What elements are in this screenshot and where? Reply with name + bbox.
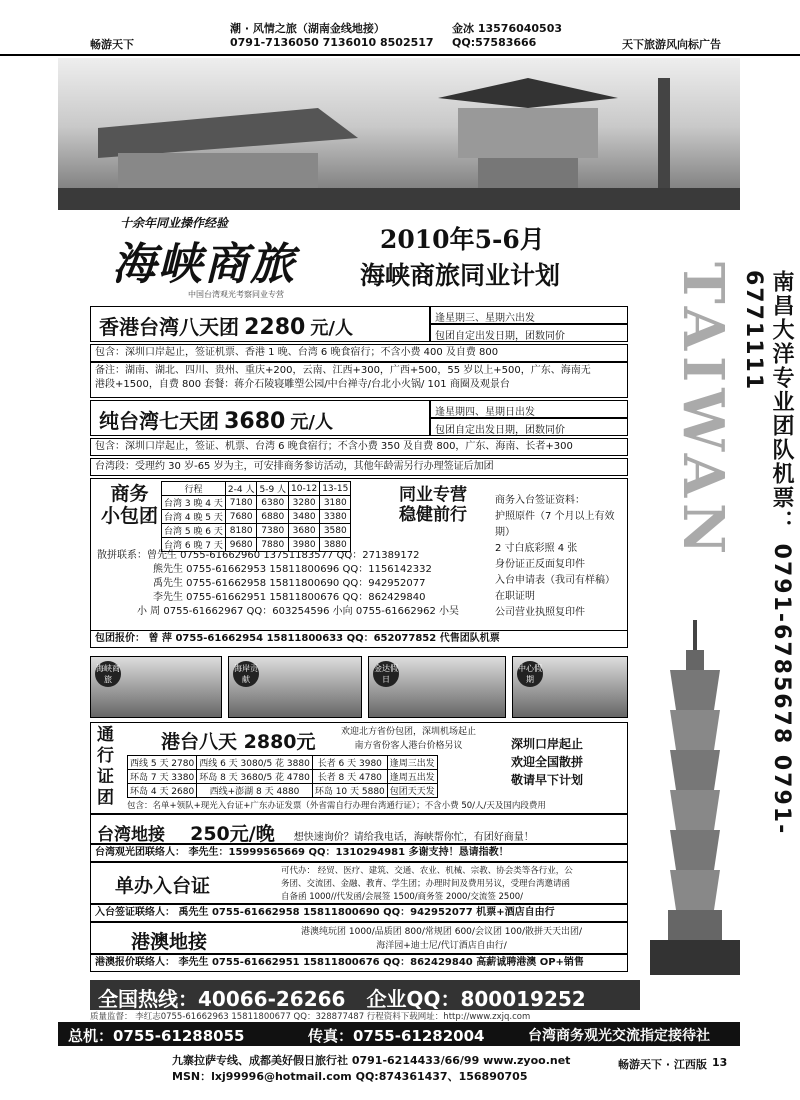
biz-docs-title: 商务入台签证资料：	[495, 495, 585, 506]
biz-label2: 小包团	[101, 505, 159, 527]
hotline-bar	[90, 980, 640, 1010]
cell: 环岛 10 天 5880	[312, 784, 387, 798]
contact-line: 曾先生 0755-61662960 13751183577 QQ：271389172	[147, 550, 420, 561]
side-ad-text: 南昌大洋专业团队机票： 0791-6785678 0791-6771111	[741, 270, 794, 836]
cell: 环岛 8 天 3680/5 花 4780	[197, 770, 313, 784]
hk8-notes	[90, 362, 628, 398]
contacts-label: 散拼联系：	[97, 550, 147, 561]
photo-tag: 中心假期	[517, 661, 543, 687]
cell: 西线 6 天 3080/5 花 3880	[197, 756, 313, 770]
photo-4	[512, 656, 628, 718]
cell: 逢周五出发	[387, 770, 437, 784]
gadj-text	[301, 925, 582, 953]
tw7-title: 纯台湾七天团	[99, 409, 219, 433]
cell: 西线+澎湖 8 天 4880	[197, 784, 313, 798]
hk8-include: 包含：深圳口岸起止，签证机票、香港 1 晚、台湾 6 晚食宿行；不含小费 400 及自费 800	[90, 344, 628, 362]
hk8-title-box	[90, 306, 430, 342]
taiwan-word: TAIWAN	[670, 262, 736, 561]
cell: 逢周三出发	[387, 756, 437, 770]
photo-3	[368, 656, 506, 718]
gadj-title: 港澳地接	[131, 931, 208, 953]
th: 5-9 人	[257, 482, 289, 496]
hk8-title: 香港台湾八天团	[99, 315, 239, 339]
biz-doc-item: 护照原件（7 个月以上有效期）	[495, 511, 615, 538]
header-center1: 潮 · 风情之旅（湖南金线地接）	[230, 22, 385, 35]
table-row	[128, 784, 438, 798]
cell: 3180	[320, 496, 351, 510]
logo-tagline: 十余年同业操作经验	[120, 216, 229, 230]
th: 10-12	[289, 482, 320, 496]
gt-label-char: 行	[97, 746, 114, 766]
biz-label	[101, 483, 158, 527]
top-photo	[58, 58, 740, 210]
qq-number: 800019252	[460, 987, 586, 1011]
th: 13-15	[320, 482, 351, 496]
plan-title: 海峡商旅同业计划	[360, 261, 561, 290]
gt-label-char: 团	[97, 788, 114, 808]
visa-contact: 入台签证联络人： 禹先生 0755-61662958 15811800690 QQ：942952077 机票+酒店自由行	[90, 904, 628, 922]
page-footer	[0, 1048, 800, 1088]
cell: 3980	[289, 538, 320, 552]
hotline-number: 40066-26266	[198, 987, 346, 1011]
package-quote: 包团报价： 曾 萍 0755-61662954 15811800633 QQ：652077852 代售团队机票	[90, 630, 628, 648]
gadj-text1: 港澳纯玩团 1000/品质团 800/常规团 600/会议团 100/散拼天天出团/	[301, 927, 583, 937]
contact-line: 禹先生 0755-61662958 15811800690 QQ：942952077	[153, 578, 426, 589]
business-section	[90, 478, 628, 648]
cell: 长者 8 天 4780	[312, 770, 387, 784]
tdj-price: 250元/晚	[190, 823, 275, 845]
plan-date: 2010年5-6月	[380, 225, 545, 254]
gt-side2: 欢迎全国散拼	[511, 755, 584, 769]
cell: 3380	[320, 510, 351, 524]
gt-include: 包含：名单+领队+现光入台证+广东办证发票（外省需自行办理台湾通行证）；不含小费 50/人/天及国内段费用	[127, 801, 546, 811]
gadj-contact: 港澳报价联络人： 李先生 0755-61662951 15811800676 QQ：862429840 高薪诚聘港澳 OP+销售	[90, 954, 628, 972]
tdj-contact: 台湾观光团联络人： 李先生：15999565669 QQ：1310294981 多谢支持！恳请指教！	[90, 844, 628, 862]
gt-section	[90, 722, 628, 814]
footer-line2: MSN：lxj99996@hotmail.com QQ:874361437、156890705	[172, 1070, 528, 1083]
footer-brand: 畅游天下 · 江西版	[618, 1058, 707, 1071]
cell: 长者 6 天 3980	[312, 756, 387, 770]
cell: 3580	[320, 524, 351, 538]
hk8-price: 2280	[244, 315, 306, 340]
gt-notice2: 南方省份客人港台价格另议	[354, 741, 463, 751]
biz-doc-item: 身份证正反面复印件	[495, 559, 585, 570]
tw7-title-box	[90, 400, 430, 436]
th: 2-4 人	[225, 482, 257, 496]
header-contact2: QQ:57583666	[452, 36, 537, 49]
cell: 3880	[320, 538, 351, 552]
th: 行程	[162, 482, 226, 496]
cell: 7680	[225, 510, 257, 524]
hk8-dep2: 包团自定出发日期，团数同价	[430, 324, 628, 342]
photo-2	[228, 656, 362, 718]
footer-total: 总机：0755-61288055	[68, 1027, 245, 1045]
gt-side	[511, 735, 583, 789]
biz-doc-item: 入台申请表（我司有样稿）	[495, 575, 615, 586]
header-center2: 0791-7136050 7136010 8502517	[230, 36, 434, 49]
contact-small: 小 周 0755-61662967 QQ：603254596 小向 0755-61662962 小吴	[137, 606, 459, 617]
biz-label1: 商务	[110, 483, 149, 505]
gt-side3: 敬请早下计划	[511, 773, 584, 787]
table-header-row	[162, 482, 351, 496]
gt-price: 2880元	[243, 731, 316, 753]
cell: 台湾 3 晚 4 天	[162, 496, 226, 510]
hk8-dep1: 逢星期三、星期六出发	[430, 306, 628, 324]
visa-text1: 可代办： 经贸、医疗、建筑、交通、农业、机械、宗教、协会类等各行业，公	[281, 866, 573, 876]
gt-label-char: 证	[97, 767, 114, 787]
visa-text3: 自备函 1000//代发函/会展签 1500/商务签 2000/交流签 2500/	[281, 892, 524, 902]
cell: 环岛 4 天 2680	[128, 784, 197, 798]
gadj-text2: 海洋园+迪士尼/代订酒店自由行/	[376, 941, 507, 951]
cell: 台湾 6 晚 7 天	[162, 538, 226, 552]
gt-label-char: 通	[97, 725, 114, 745]
page-header	[0, 0, 800, 56]
temple-illustration	[58, 58, 740, 210]
cell: 台湾 5 晚 6 天	[162, 524, 226, 538]
contact-line: 李先生 0755-61662951 15811800676 QQ：862429840	[153, 592, 426, 603]
cell: 3680	[289, 524, 320, 538]
tw7-price: 3680	[224, 409, 286, 434]
gt-price-table	[127, 755, 438, 798]
tw7-dep1: 逢星期四、星期日出发	[430, 400, 628, 418]
photo-tag: 海岸贡献	[233, 661, 259, 687]
photo-1	[90, 656, 222, 718]
quality-line: 质量监督： 李红志0755-61662963 15811800677 QQ：328877487 行程资料下载网址：http://www.zxjq.com	[90, 1012, 531, 1022]
header-right: 天下旅游风向标广告	[622, 38, 721, 51]
photo-tag: 金达假日	[373, 661, 399, 687]
biz-slogan1: 同业专营	[399, 485, 467, 505]
biz-docs	[495, 493, 625, 621]
cell: 6880	[257, 510, 289, 524]
tdj-section	[90, 814, 628, 844]
biz-doc-item: 公司营业执照复印件	[495, 607, 585, 618]
footer-line1: 九寨拉萨专线、成都美好假日旅行社 0791-6214433/66/99 www.zyoo.net	[172, 1054, 571, 1067]
table-row	[162, 496, 351, 510]
tw7-note: 台湾段：受理约 30 岁-65 岁为主，可安排商务参访活动，其他年龄需另行办理签证后加团	[90, 458, 628, 476]
cell: 西线 5 天 2780	[128, 756, 197, 770]
tw7-dep2: 包团自定出发日期，团数同价	[430, 418, 628, 436]
cell: 7180	[225, 496, 257, 510]
gt-label	[97, 725, 114, 809]
cell: 3280	[289, 496, 320, 510]
cell: 7380	[257, 524, 289, 538]
hk8-note2: 港段+1500，自费 800 套餐：蒋介石陵寝雕塑公园/中台禅寺/台北小火锅/ 101 商圈及观景台	[95, 379, 510, 390]
tw7-include: 包含：深圳口岸起止，签证、机票、台湾 6 晚食宿行；不含小费 350 及自费 800，广东、海南、长者+300	[90, 438, 628, 456]
gt-notice1: 欢迎北方省份包团，深圳机场起止	[341, 727, 477, 737]
gt-side1: 深圳口岸起止	[511, 737, 584, 751]
biz-doc-item: 在职证明	[495, 591, 535, 602]
footer-fax: 传真：0755-61282004	[308, 1027, 485, 1045]
biz-doc-item: 2 寸白底彩照 4 张	[495, 543, 578, 554]
hk8-unit: 元/人	[310, 318, 353, 339]
biz-slogan	[399, 485, 467, 525]
gt-notice	[341, 725, 476, 753]
photo-tag: 海峡商旅	[95, 661, 121, 687]
cell: 包团天天发	[387, 784, 437, 798]
hotline-label: 全国热线：	[98, 987, 198, 1011]
cell: 6380	[257, 496, 289, 510]
gt-title: 港台八天	[161, 731, 238, 753]
visa-text2: 务团、交流团、金融、教育、学生团；办理时间及费用另议，受理台湾邀请函	[281, 879, 571, 889]
header-left: 畅游天下	[90, 38, 134, 51]
table-row	[128, 756, 438, 770]
taipei-101-tower	[650, 620, 740, 975]
gt-title-wrap	[161, 727, 316, 754]
header-contact1: 金冰 13576040503	[452, 22, 563, 35]
biz-price-table	[161, 481, 351, 552]
hk8-note1: 备注：湖南、湖北、四川、贵州、重庆+200，云南、江西+300，广西+500，55 岁以上+500，广东、海南无	[95, 365, 591, 376]
cell: 3480	[289, 510, 320, 524]
visa-section	[90, 862, 628, 904]
tdj-title: 台湾地接	[97, 825, 165, 845]
contact-line: 熊先生 0755-61662953 15811800696 QQ：1156142332	[153, 564, 432, 575]
tdj-text: 想快速询价？请给我电话，海峡帮你忙，有团好商量！	[293, 832, 534, 843]
visa-title: 单办入台证	[115, 875, 211, 897]
cell: 7880	[257, 538, 289, 552]
cell: 8180	[225, 524, 257, 538]
cell: 9680	[225, 538, 257, 552]
gadj-section	[90, 922, 628, 954]
cell: 环岛 7 天 3380	[128, 770, 197, 784]
logo-subtitle: 中国台湾观光考察同业专营	[188, 290, 284, 299]
table-row	[162, 524, 351, 538]
cell: 台湾 4 晚 5 天	[162, 510, 226, 524]
biz-slogan2: 稳健前行	[399, 505, 467, 525]
tw7-unit: 元/人	[290, 412, 333, 433]
footer-bar	[58, 1022, 740, 1046]
footer-right: 台湾商务观光交流指定接待社	[528, 1028, 710, 1044]
qq-label: 企业QQ：	[366, 987, 461, 1011]
table-row	[162, 510, 351, 524]
page-number: 13	[712, 1056, 728, 1069]
brand-logo: 海峡商旅	[112, 239, 296, 290]
visa-text	[281, 865, 573, 904]
table-row	[128, 770, 438, 784]
contacts-block	[97, 549, 459, 619]
